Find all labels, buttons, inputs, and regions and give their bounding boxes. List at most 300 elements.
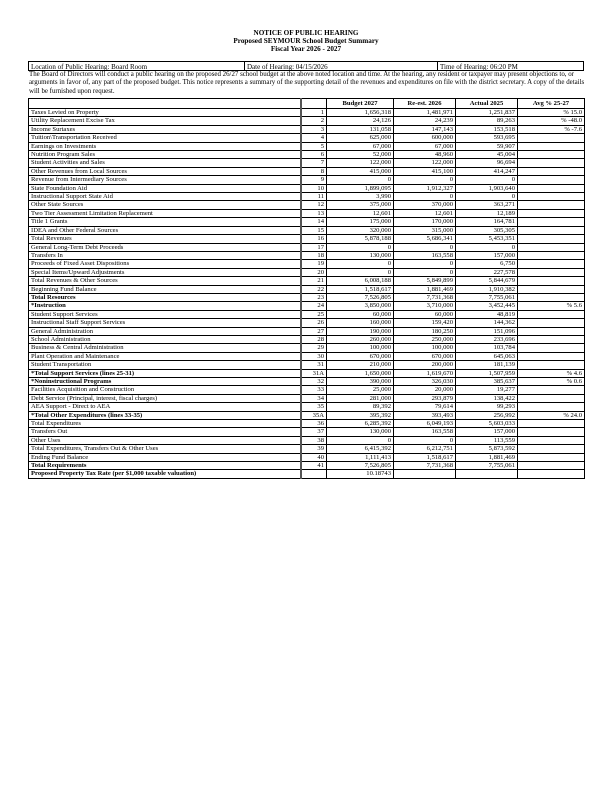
row-avg-pct — [518, 209, 585, 217]
row-label: Debt Service (Principal, interest, fiscal charges) — [29, 394, 301, 402]
row-actual-2025: 3,452,445 — [456, 302, 518, 310]
row-line-number: 41 — [301, 462, 327, 470]
row-label: Income Surtaxes — [29, 125, 301, 133]
row-reest-2026: 180,250 — [394, 327, 456, 335]
row-actual-2025: 1,903,640 — [456, 184, 518, 192]
row-avg-pct — [518, 243, 585, 251]
row-actual-2025: 5,844,679 — [456, 277, 518, 285]
row-line-number: 20 — [301, 268, 327, 276]
table-row — [29, 378, 585, 386]
table-row — [29, 176, 585, 184]
row-actual-2025: 0 — [456, 176, 518, 184]
row-line-number: 35 — [301, 403, 327, 411]
row-label: Student Support Services — [29, 310, 301, 318]
row-actual-2025: 89,263 — [456, 117, 518, 125]
row-label: *Noninstructional Programs — [29, 378, 301, 386]
table-row — [29, 277, 585, 285]
row-budget-2027: 1,518,617 — [327, 285, 394, 293]
row-budget-2027: 6,008,188 — [327, 277, 394, 285]
row-label: Facilities Acquisition and Construction — [29, 386, 301, 394]
row-avg-pct — [518, 428, 585, 436]
table-row — [29, 369, 585, 377]
row-actual-2025: 0 — [456, 193, 518, 201]
row-budget-2027: 190,000 — [327, 327, 394, 335]
row-budget-2027: 6,285,392 — [327, 420, 394, 428]
row-reest-2026: 79,614 — [394, 403, 456, 411]
row-actual-2025: 12,189 — [456, 209, 518, 217]
row-avg-pct: % -48.0 — [518, 117, 585, 125]
row-actual-2025: 48,819 — [456, 310, 518, 318]
row-reest-2026: 600,000 — [394, 134, 456, 142]
table-row — [29, 319, 585, 327]
table-row — [29, 445, 585, 453]
row-budget-2027: 122,000 — [327, 159, 394, 167]
row-avg-pct — [518, 134, 585, 142]
table-row — [29, 436, 585, 444]
row-reest-2026: 60,000 — [394, 310, 456, 318]
row-reest-2026: 250,000 — [394, 335, 456, 343]
row-avg-pct — [518, 436, 585, 444]
row-budget-2027: 0 — [327, 260, 394, 268]
row-avg-pct — [518, 420, 585, 428]
row-avg-pct — [518, 142, 585, 150]
row-avg-pct — [518, 386, 585, 394]
table-row — [29, 386, 585, 394]
row-actual-2025: 157,000 — [456, 251, 518, 259]
row-label: Total Resources — [29, 293, 301, 301]
row-avg-pct — [518, 470, 585, 478]
row-budget-2027: 52,000 — [327, 151, 394, 159]
row-actual-2025: 385,637 — [456, 378, 518, 386]
row-actual-2025: 5,873,592 — [456, 445, 518, 453]
row-label: Business & Central Administration — [29, 344, 301, 352]
row-label: Other Revenues from Local Sources — [29, 167, 301, 175]
row-avg-pct — [518, 445, 585, 453]
table-row — [29, 125, 585, 133]
table-row — [29, 167, 585, 175]
table-row — [29, 159, 585, 167]
row-actual-2025: 157,000 — [456, 428, 518, 436]
document-title — [0, 29, 612, 53]
row-budget-2027: 320,000 — [327, 226, 394, 234]
row-actual-2025 — [456, 470, 518, 478]
row-label: *Total Support Services (lines 25-31) — [29, 369, 301, 377]
row-label: *Instruction — [29, 302, 301, 310]
table-row — [29, 344, 585, 352]
row-label: Student Transportation — [29, 361, 301, 369]
notice-paragraph: The Board of Directors will conduct a public hearing on the proposed 26/27 school budget at the above noted location and time. At the hearing, any resident or taxpayer may present objections to, or arguments in favor of, any part of the proposed budget. This notice represents a summary of the supporting detail of the revenues and expenditures on file with the district secretary. A copy of the details will be furnished upon request. — [29, 71, 585, 95]
row-reest-2026: 100,000 — [394, 344, 456, 352]
row-avg-pct: % 15.0 — [518, 109, 585, 117]
row-line-number: 27 — [301, 327, 327, 335]
row-budget-2027: 395,392 — [327, 411, 394, 419]
row-label: Other Uses — [29, 436, 301, 444]
table-row — [29, 142, 585, 150]
row-reest-2026: 159,420 — [394, 319, 456, 327]
row-actual-2025: 5,453,351 — [456, 235, 518, 243]
row-budget-2027: 415,000 — [327, 167, 394, 175]
row-avg-pct — [518, 193, 585, 201]
row-reest-2026: 12,601 — [394, 209, 456, 217]
row-label: Special Items/Upward Adjustments — [29, 268, 301, 276]
row-actual-2025: 6,750 — [456, 260, 518, 268]
row-line-number: 33 — [301, 386, 327, 394]
row-reest-2026: 170,000 — [394, 218, 456, 226]
row-budget-2027: 160,000 — [327, 319, 394, 327]
table-row — [29, 226, 585, 234]
table-row — [29, 285, 585, 293]
row-actual-2025: 113,559 — [456, 436, 518, 444]
row-label: Beginning Fund Balance — [29, 285, 301, 293]
row-avg-pct: % 4.6 — [518, 369, 585, 377]
row-label: Two Tier Assessment Limitation Replacement — [29, 209, 301, 217]
row-line-number: 38 — [301, 436, 327, 444]
row-line-number: 19 — [301, 260, 327, 268]
row-reest-2026: 1,881,469 — [394, 285, 456, 293]
table-row — [29, 209, 585, 217]
hearing-location: Location of Public Hearing: Board Room — [29, 62, 245, 70]
row-budget-2027: 24,126 — [327, 117, 394, 125]
row-actual-2025: 645,063 — [456, 352, 518, 360]
row-reest-2026: 370,000 — [394, 201, 456, 209]
row-budget-2027: 130,000 — [327, 251, 394, 259]
row-actual-2025: 45,004 — [456, 151, 518, 159]
row-budget-2027: 130,000 — [327, 428, 394, 436]
row-avg-pct — [518, 293, 585, 301]
row-label: Revenue from Intermediary Sources — [29, 176, 301, 184]
row-label: Total Revenues — [29, 235, 301, 243]
table-row — [29, 361, 585, 369]
row-budget-2027: 390,000 — [327, 378, 394, 386]
table-row — [29, 134, 585, 142]
row-budget-2027: 0 — [327, 268, 394, 276]
row-avg-pct: % 24.0 — [518, 411, 585, 419]
row-budget-2027: 375,000 — [327, 201, 394, 209]
row-reest-2026: 48,960 — [394, 151, 456, 159]
row-line-number: 4 — [301, 134, 327, 142]
table-row — [29, 453, 585, 461]
row-reest-2026: 0 — [394, 436, 456, 444]
row-avg-pct: % -7.6 — [518, 125, 585, 133]
row-label: Total Expenditures — [29, 420, 301, 428]
row-reest-2026: 0 — [394, 243, 456, 251]
row-actual-2025: 138,422 — [456, 394, 518, 402]
table-row — [29, 184, 585, 192]
title-fiscal-year: Fiscal Year 2026 - 2027 — [270, 45, 342, 53]
row-reest-2026: 67,000 — [394, 142, 456, 150]
row-line-number: 21 — [301, 277, 327, 285]
budget-table-body — [29, 109, 585, 479]
row-line-number: 31 — [301, 361, 327, 369]
table-row — [29, 193, 585, 201]
row-actual-2025: 593,695 — [456, 134, 518, 142]
row-reest-2026: 20,000 — [394, 386, 456, 394]
row-actual-2025: 1,251,837 — [456, 109, 518, 117]
row-avg-pct — [518, 327, 585, 335]
row-avg-pct — [518, 226, 585, 234]
row-budget-2027: 3,990 — [327, 193, 394, 201]
row-line-number: 9 — [301, 176, 327, 184]
header-label — [29, 99, 301, 109]
row-budget-2027: 7,526,805 — [327, 462, 394, 470]
row-label: Transfers In — [29, 251, 301, 259]
row-avg-pct — [518, 218, 585, 226]
table-row — [29, 218, 585, 226]
table-row — [29, 352, 585, 360]
row-actual-2025: 7,755,061 — [456, 293, 518, 301]
row-label: Transfers Out — [29, 428, 301, 436]
table-row — [29, 151, 585, 159]
row-line-number: 12 — [301, 201, 327, 209]
row-label: Tuition\Transportation Received — [29, 134, 301, 142]
row-line-number: 14 — [301, 218, 327, 226]
row-actual-2025: 256,992 — [456, 411, 518, 419]
row-reest-2026: 315,000 — [394, 226, 456, 234]
table-row — [29, 420, 585, 428]
row-reest-2026: 5,849,899 — [394, 277, 456, 285]
row-line-number: 29 — [301, 344, 327, 352]
table-row — [29, 243, 585, 251]
row-line-number: 36 — [301, 420, 327, 428]
row-avg-pct — [518, 151, 585, 159]
row-avg-pct — [518, 268, 585, 276]
row-reest-2026: 6,049,193 — [394, 420, 456, 428]
row-avg-pct: % 5.6 — [518, 302, 585, 310]
row-line-number: 18 — [301, 251, 327, 259]
row-label: General Long-Term Debt Proceeds — [29, 243, 301, 251]
row-line-number: 34 — [301, 394, 327, 402]
row-avg-pct — [518, 335, 585, 343]
row-line-number: 26 — [301, 319, 327, 327]
row-budget-2027: 7,526,805 — [327, 293, 394, 301]
table-row — [29, 411, 585, 419]
row-label: Total Expenditures, Transfers Out & Other Uses — [29, 445, 301, 453]
row-line-number: 40 — [301, 453, 327, 461]
row-avg-pct — [518, 319, 585, 327]
row-line-number: 24 — [301, 302, 327, 310]
row-line-number: 6 — [301, 151, 327, 159]
row-reest-2026: 326,030 — [394, 378, 456, 386]
row-label: Earnings on Investments — [29, 142, 301, 150]
row-budget-2027: 1,111,413 — [327, 453, 394, 461]
table-row — [29, 335, 585, 343]
row-line-number: 13 — [301, 209, 327, 217]
row-label: Title 1 Grants — [29, 218, 301, 226]
row-budget-2027: 1,656,318 — [327, 109, 394, 117]
row-budget-2027: 0 — [327, 176, 394, 184]
row-avg-pct — [518, 176, 585, 184]
row-label: IDEA and Other Federal Sources — [29, 226, 301, 234]
row-label: General Administration — [29, 327, 301, 335]
budget-table — [28, 98, 585, 479]
row-reest-2026: 7,731,368 — [394, 462, 456, 470]
row-reest-2026: 0 — [394, 268, 456, 276]
row-actual-2025: 1,881,469 — [456, 453, 518, 461]
row-reest-2026: 163,558 — [394, 428, 456, 436]
row-label: Plant Operation and Maintenance — [29, 352, 301, 360]
row-actual-2025: 414,247 — [456, 167, 518, 175]
row-reest-2026: 293,879 — [394, 394, 456, 402]
row-actual-2025: 363,271 — [456, 201, 518, 209]
row-avg-pct — [518, 184, 585, 192]
row-actual-2025: 181,139 — [456, 361, 518, 369]
row-actual-2025: 1,910,382 — [456, 285, 518, 293]
hearing-time: Time of Hearing: 06:20 PM — [440, 63, 518, 70]
row-label: Taxes Levied on Property — [29, 109, 301, 117]
row-avg-pct — [518, 394, 585, 402]
row-label: Utility Replacement Excise Tax — [29, 117, 301, 125]
row-reest-2026: 122,000 — [394, 159, 456, 167]
table-row — [29, 109, 585, 117]
row-budget-2027: 60,000 — [327, 310, 394, 318]
row-avg-pct — [518, 361, 585, 369]
row-reest-2026: 0 — [394, 260, 456, 268]
row-line-number: 32 — [301, 378, 327, 386]
row-actual-2025: 103,784 — [456, 344, 518, 352]
row-actual-2025: 59,907 — [456, 142, 518, 150]
header-reest-2026: Re-est. 2026 — [394, 99, 456, 109]
row-avg-pct — [518, 167, 585, 175]
row-actual-2025: 227,578 — [456, 268, 518, 276]
row-budget-2027: 670,000 — [327, 352, 394, 360]
row-reest-2026: 1,912,327 — [394, 184, 456, 192]
table-row — [29, 470, 585, 478]
row-label: State Foundation Aid — [29, 184, 301, 192]
row-reest-2026: 1,481,971 — [394, 109, 456, 117]
row-budget-2027: 25,000 — [327, 386, 394, 394]
row-budget-2027: 281,000 — [327, 394, 394, 402]
row-label: Ending Fund Balance — [29, 453, 301, 461]
row-line-number: 37 — [301, 428, 327, 436]
row-label: Instructional Support State Aid — [29, 193, 301, 201]
row-line-number: 10 — [301, 184, 327, 192]
row-label: *Total Other Expenditures (lines 33-35) — [29, 411, 301, 419]
row-budget-2027: 12,601 — [327, 209, 394, 217]
row-avg-pct — [518, 403, 585, 411]
row-reest-2026: 1,619,670 — [394, 369, 456, 377]
table-row — [29, 235, 585, 243]
row-avg-pct — [518, 352, 585, 360]
row-budget-2027: 1,899,095 — [327, 184, 394, 192]
header-avg-pct: Avg % 25-27 — [518, 99, 585, 109]
table-row — [29, 251, 585, 259]
row-actual-2025: 1,507,959 — [456, 369, 518, 377]
row-line-number: 30 — [301, 352, 327, 360]
row-avg-pct — [518, 235, 585, 243]
row-avg-pct: % 0.6 — [518, 378, 585, 386]
row-line-number: 2 — [301, 117, 327, 125]
row-actual-2025: 0 — [456, 243, 518, 251]
row-budget-2027: 175,000 — [327, 218, 394, 226]
header-actual-2025: Actual 2025 — [456, 99, 518, 109]
row-reest-2026: 163,558 — [394, 251, 456, 259]
table-header-row — [29, 99, 585, 109]
row-line-number: 3 — [301, 125, 327, 133]
row-actual-2025: 19,277 — [456, 386, 518, 394]
row-reest-2026: 7,731,368 — [394, 293, 456, 301]
row-reest-2026: 0 — [394, 193, 456, 201]
row-label: Nutrition Program Sales — [29, 151, 301, 159]
row-label: Total Requirements — [29, 462, 301, 470]
row-line-number: 15 — [301, 226, 327, 234]
table-row — [29, 394, 585, 402]
table-row — [29, 403, 585, 411]
row-line-number: 16 — [301, 235, 327, 243]
row-avg-pct — [518, 260, 585, 268]
row-line-number: 5 — [301, 142, 327, 150]
row-label: Proposed Property Tax Rate (per $1,000 taxable valuation) — [29, 470, 301, 478]
row-line-number: 8 — [301, 167, 327, 175]
row-avg-pct — [518, 453, 585, 461]
row-budget-2027: 5,878,188 — [327, 235, 394, 243]
row-reest-2026: 3,710,000 — [394, 302, 456, 310]
row-reest-2026: 6,212,751 — [394, 445, 456, 453]
row-label: Other State Sources — [29, 201, 301, 209]
row-label: Instructional Staff Support Services — [29, 319, 301, 327]
row-budget-2027: 0 — [327, 243, 394, 251]
row-line-number: 39 — [301, 445, 327, 453]
row-reest-2026: 24,239 — [394, 117, 456, 125]
row-budget-2027: 0 — [327, 436, 394, 444]
row-budget-2027: 131,058 — [327, 125, 394, 133]
row-actual-2025: 233,696 — [456, 335, 518, 343]
row-line-number: 25 — [301, 310, 327, 318]
row-budget-2027: 6,415,392 — [327, 445, 394, 453]
row-avg-pct — [518, 344, 585, 352]
table-row — [29, 293, 585, 301]
row-actual-2025: 7,755,061 — [456, 462, 518, 470]
row-actual-2025: 305,305 — [456, 226, 518, 234]
row-reest-2026: 1,518,617 — [394, 453, 456, 461]
title-notice: NOTICE OF PUBLIC HEARING — [253, 29, 359, 37]
row-line-number: 7 — [301, 159, 327, 167]
row-line-number: 17 — [301, 243, 327, 251]
row-reest-2026: 670,000 — [394, 352, 456, 360]
header-budget-2027: Budget 2027 — [327, 99, 394, 109]
table-row — [29, 302, 585, 310]
row-label: Proceeds of Fixed Asset Dispositions — [29, 260, 301, 268]
row-reest-2026: 0 — [394, 176, 456, 184]
row-actual-2025: 99,293 — [456, 403, 518, 411]
row-reest-2026: 415,100 — [394, 167, 456, 175]
row-label: Student Activities and Sales — [29, 159, 301, 167]
row-label: Total Revenues & Other Sources — [29, 277, 301, 285]
row-avg-pct — [518, 310, 585, 318]
row-avg-pct — [518, 251, 585, 259]
row-reest-2026 — [394, 470, 456, 478]
hearing-info-row — [28, 61, 584, 71]
row-avg-pct — [518, 159, 585, 167]
row-line-number: 31A — [301, 369, 327, 377]
row-line-number: 35A — [301, 411, 327, 419]
row-budget-2027: 625,000 — [327, 134, 394, 142]
row-line-number: 22 — [301, 285, 327, 293]
row-budget-2027: 10.18743 — [327, 470, 394, 478]
table-row — [29, 117, 585, 125]
table-row — [29, 260, 585, 268]
row-reest-2026: 147,143 — [394, 125, 456, 133]
header-line — [301, 99, 327, 109]
row-label: AEA Support - Direct to AEA — [29, 403, 301, 411]
row-line-number: 23 — [301, 293, 327, 301]
row-actual-2025: 5,603,033 — [456, 420, 518, 428]
table-row — [29, 201, 585, 209]
row-line-number — [301, 470, 327, 478]
table-row — [29, 428, 585, 436]
row-line-number: 1 — [301, 109, 327, 117]
row-reest-2026: 5,686,341 — [394, 235, 456, 243]
row-actual-2025: 144,362 — [456, 319, 518, 327]
